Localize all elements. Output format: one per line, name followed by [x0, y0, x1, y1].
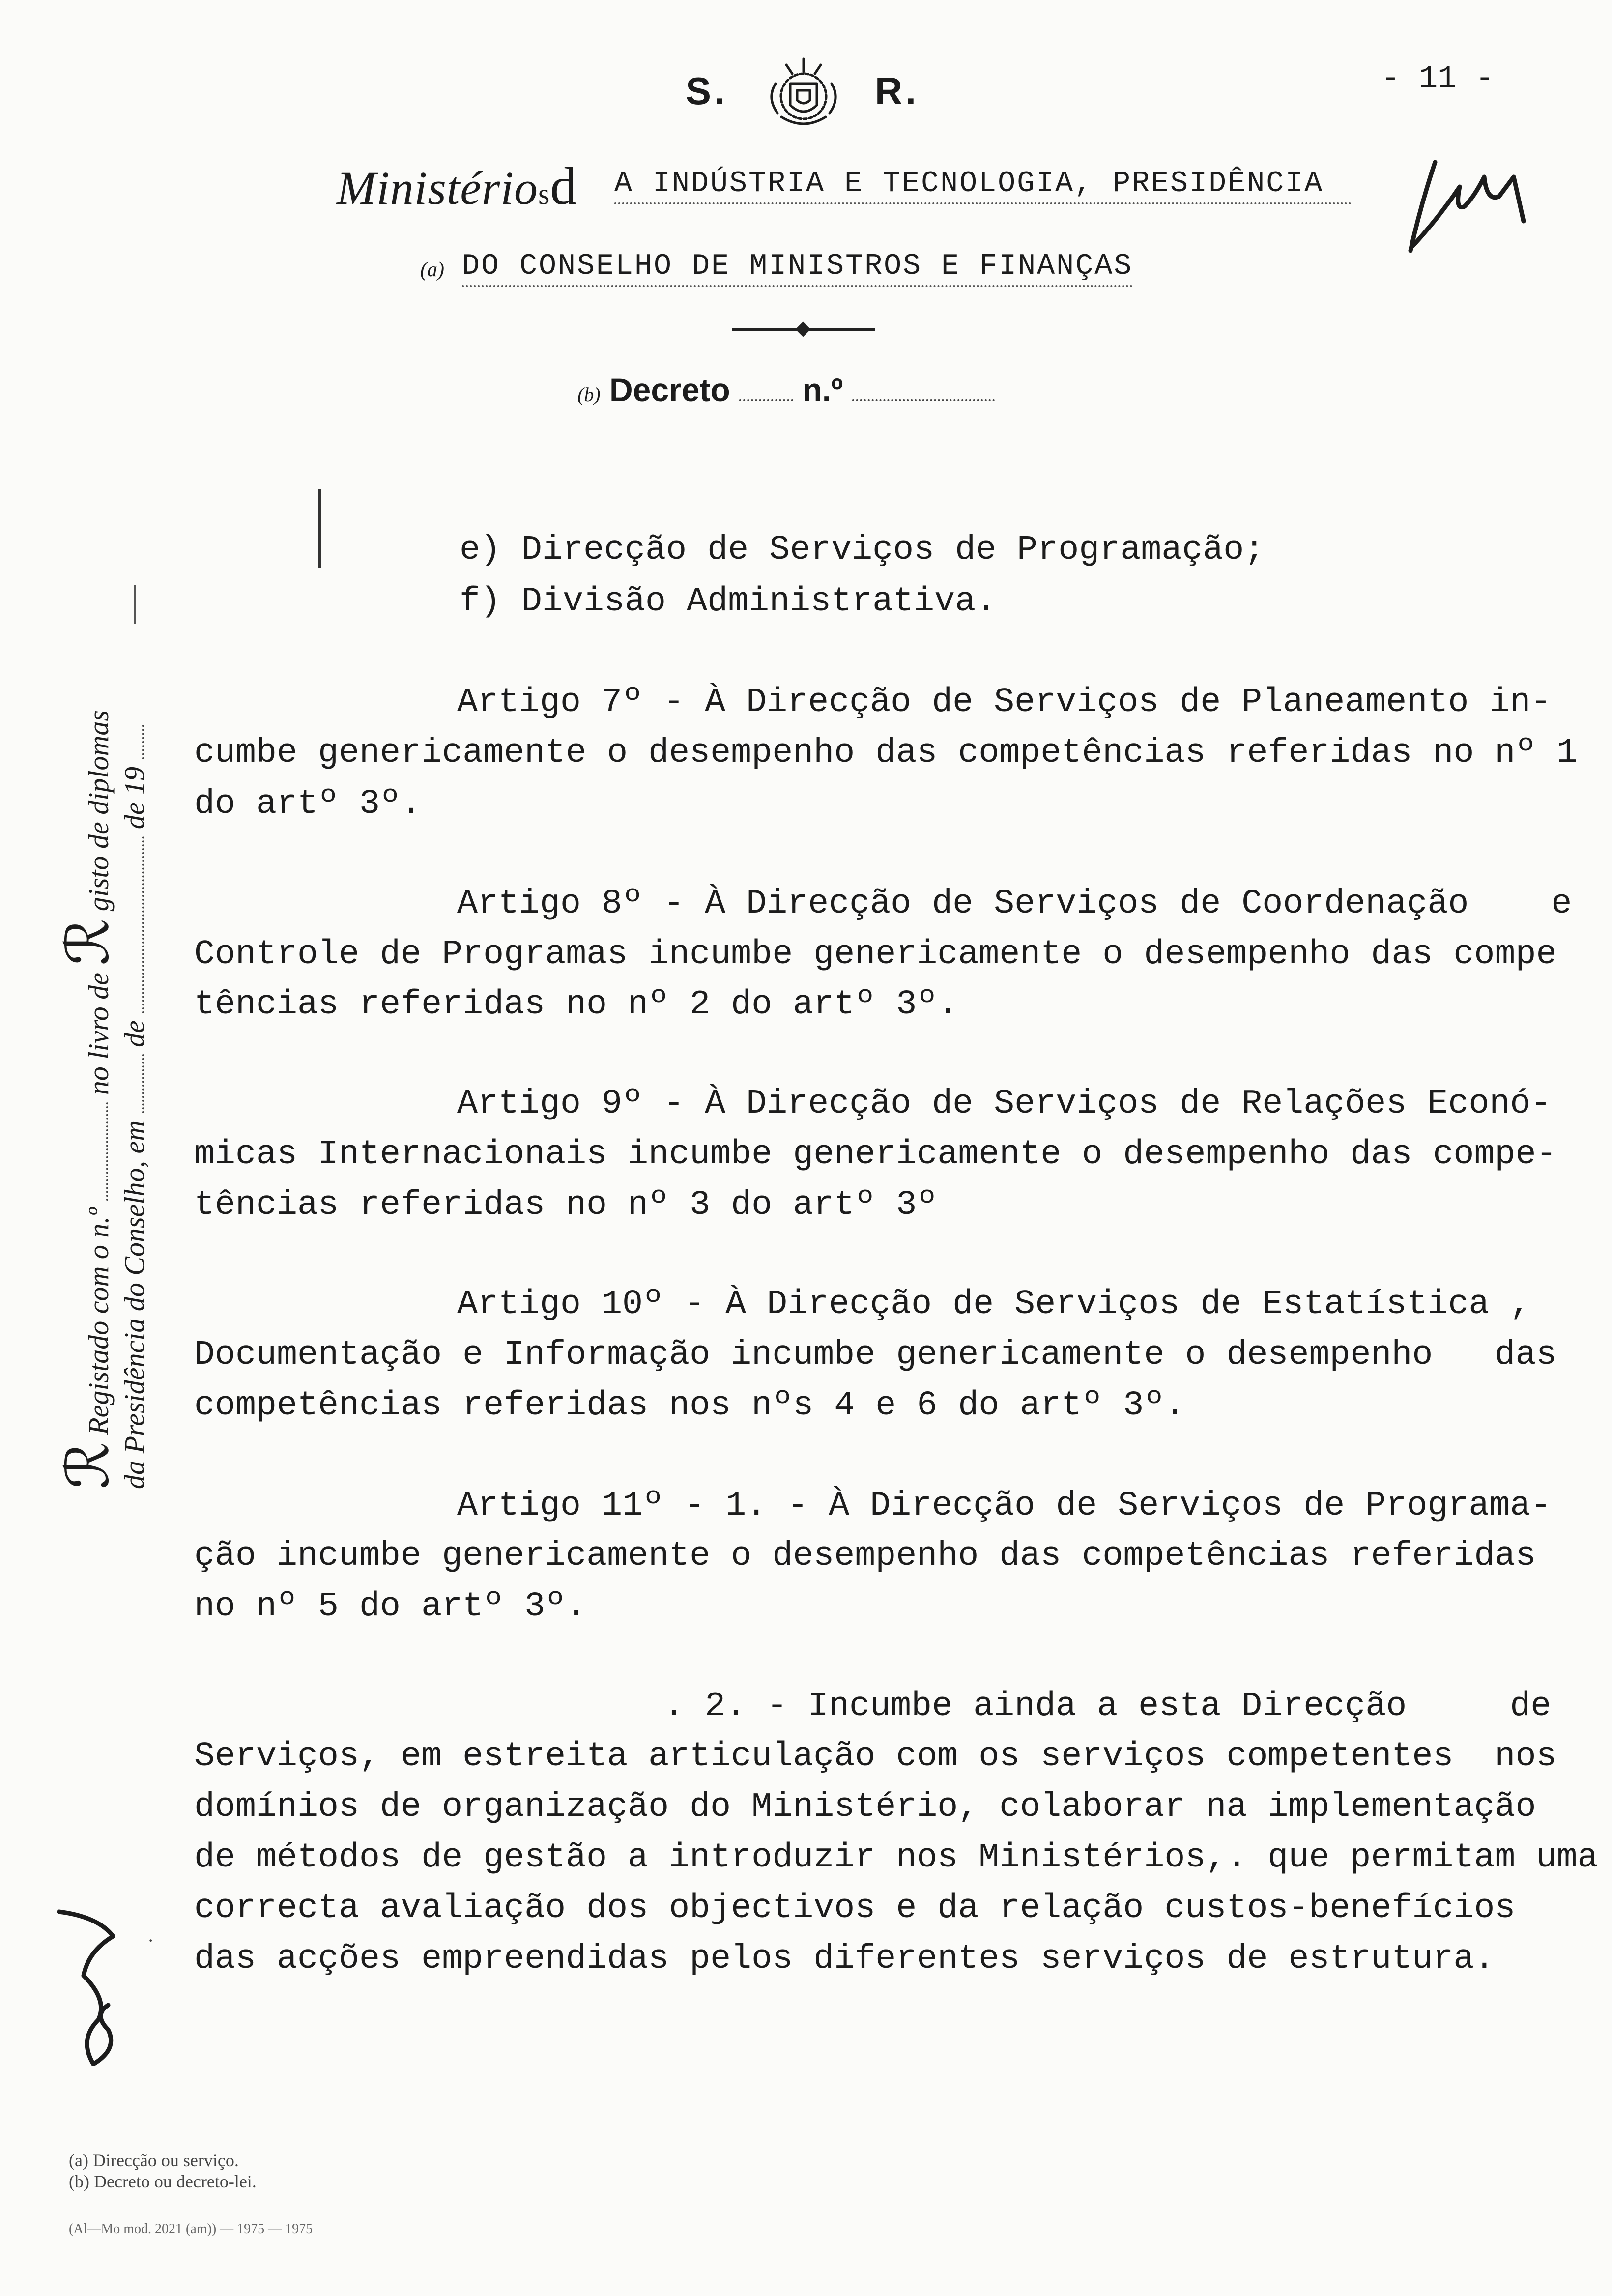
body-line: f) Divisão Administrativa.	[460, 582, 997, 621]
body-line: . 2. - Incumbe ainda a esta Direcção de	[663, 1687, 1552, 1726]
registry-label: Registado com o n.º	[83, 1207, 115, 1435]
registry-month-blank	[142, 836, 144, 1013]
decreto-number-label: n.º	[802, 372, 843, 408]
decreto-label: Decreto	[609, 372, 730, 408]
body-line: tências referidas no nº 2 do artº 3º.	[194, 985, 958, 1024]
body-line: Artigo 9º - À Direcção de Serviços de Relações Econó-	[457, 1085, 1552, 1123]
body-line: Documentação e Informação incumbe genericamente o desempenho das	[194, 1336, 1557, 1375]
ministry-footnote-mark: (a)	[420, 258, 444, 281]
body-line: Serviços, em estreita articulação com os serviços competentes nos	[194, 1737, 1557, 1776]
body-line: das acções empreendidas pelos diferentes serviços de estrutura.	[194, 1940, 1495, 1979]
print-imprint: (Al—Mo mod. 2021 (am)) — 1975 — 1975	[69, 2221, 313, 2237]
footnote-a: (a) Direcção ou serviço.	[69, 2151, 239, 2170]
registry-year-label: de 19	[118, 766, 150, 830]
registry-month-label: de	[118, 1020, 150, 1047]
registry-presidency-label: da Presidência do Conselho, em	[118, 1120, 150, 1489]
ministerios-d: d	[550, 157, 577, 216]
ministerios-label: Ministério	[337, 162, 538, 214]
ministry-name-line2: DO CONSELHO DE MINISTROS E FINANÇAS	[462, 250, 1133, 287]
ministerios-heading	[337, 156, 577, 217]
body-line: cumbe genericamente o desempenho das competências referidas no nº 1	[194, 734, 1578, 773]
decreto-line	[577, 371, 995, 408]
margin-mark: ·	[147, 1929, 154, 1952]
body-line: correcta avaliação dos objectivos e da relação custos-benefícios	[194, 1889, 1516, 1928]
body-line: no nº 5 do artº 3º.	[194, 1587, 587, 1626]
body-line: domínios de organização do Ministério, colaborar na implementação	[194, 1788, 1536, 1827]
body-line: Artigo 11º - 1. - À Direcção de Serviços de Programa-	[457, 1487, 1552, 1525]
margin-tick	[318, 489, 321, 568]
header-sr-right: R.	[875, 69, 919, 113]
margin-registry-stamp	[20, 531, 157, 1489]
handwritten-margin-signature	[39, 1902, 138, 2079]
body-line: micas Internacionais incumbe genericamente o desempenho das compe-	[194, 1135, 1557, 1174]
margin-registry-line2	[118, 725, 151, 1489]
body-line: ção incumbe genericamente o desempenho das competências referidas	[194, 1537, 1536, 1576]
ministerios-suffix: s	[538, 178, 550, 210]
decreto-number-blank	[852, 399, 995, 401]
footnote-b: (b) Decreto ou decreto-lei.	[69, 2172, 257, 2191]
body-line: competências referidas nos nºs 4 e 6 do artº 3º.	[194, 1386, 1185, 1425]
margin-registry-line1: ℛ Registado com o n.º no livro de ℛ gisto de diplomas	[56, 710, 121, 1489]
ministry-name-line1: A INDÚSTRIA E TECNOLOGIA, PRESIDÊNCIA	[614, 167, 1352, 204]
registry-day-blank	[142, 1054, 144, 1113]
registry-year-blank	[142, 725, 144, 759]
header-sr-left: S.	[686, 69, 728, 113]
body-line: de métodos de gestão a introduzir nos Ministérios,. que permitam uma	[194, 1838, 1598, 1877]
page-number: - 11 -	[1381, 61, 1495, 97]
body-line: e) Direcção de Serviços de Programação;	[460, 531, 1265, 570]
decreto-blank	[739, 399, 793, 401]
coat-of-arms-icon	[752, 54, 855, 133]
handwritten-initials-signature	[1401, 143, 1538, 265]
header-divider-diamond	[795, 321, 810, 337]
body-line: tências referidas no nº 3 do artº 3º	[194, 1186, 938, 1225]
body-line: Artigo 8º - À Direcção de Serviços de Coordenação e	[457, 885, 1572, 923]
body-line: Artigo 7º - À Direcção de Serviços de Planeamento in-	[457, 683, 1552, 722]
body-line: do artº 3º.	[194, 785, 422, 824]
registry-diplomas-label: gisto de diplomas	[83, 710, 115, 912]
body-line: Controle de Programas incumbe genericamente o desempenho das compe	[194, 935, 1557, 974]
decreto-footnote-mark: (b)	[577, 383, 601, 405]
registry-book-label: no livro de	[83, 973, 115, 1095]
registry-number-blank	[106, 1102, 108, 1201]
body-line: Artigo 10º - À Direcção de Serviços de Estatística ,	[457, 1285, 1531, 1324]
